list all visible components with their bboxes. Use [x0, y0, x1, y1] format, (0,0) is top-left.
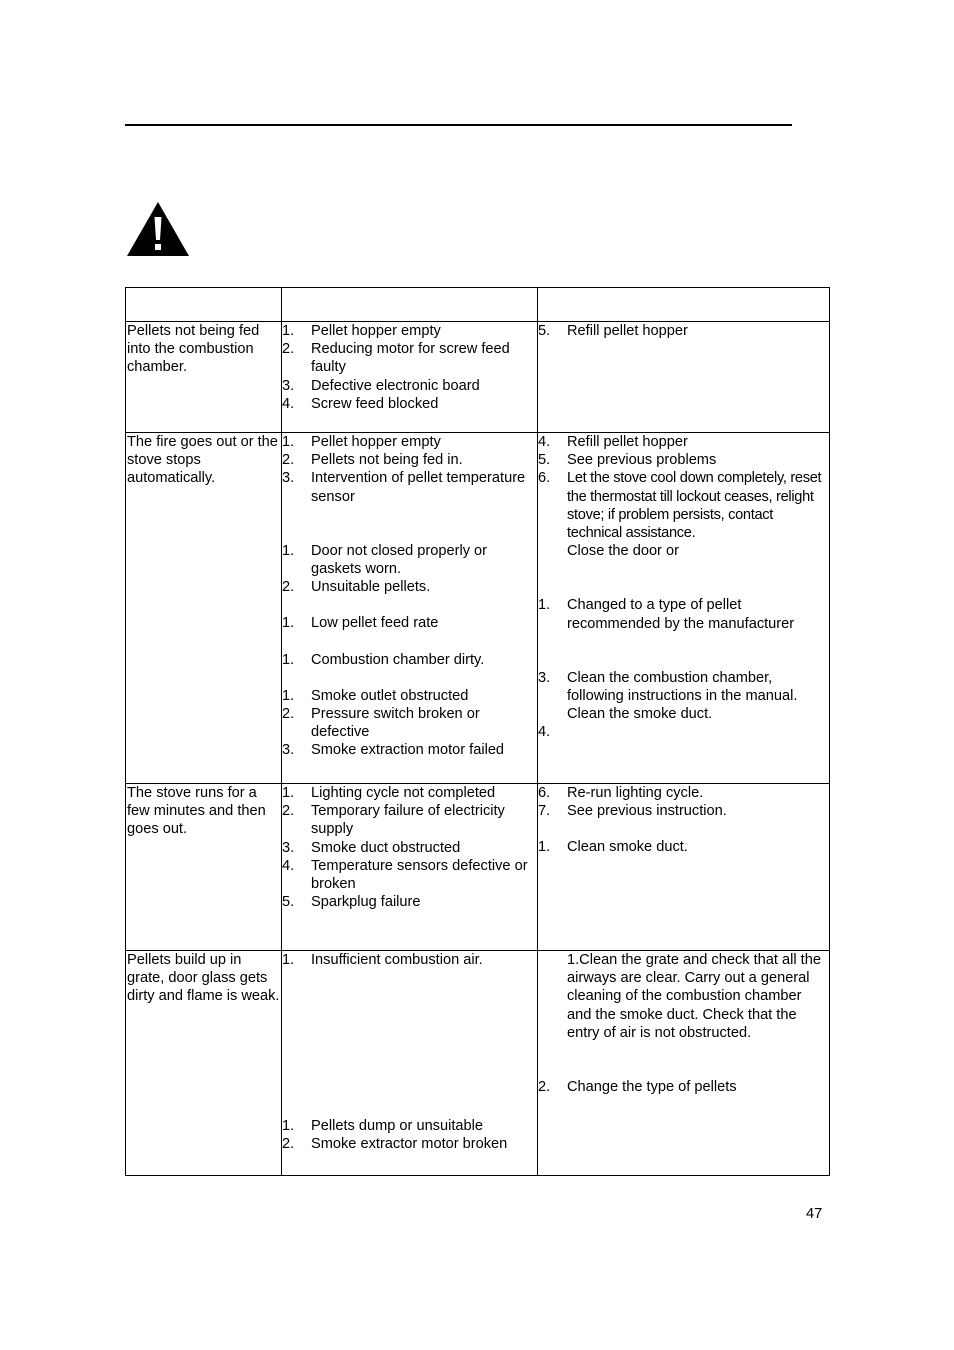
table-header-row: [126, 288, 830, 322]
remedy-cell: [538, 433, 830, 784]
warning-triangle-icon: [125, 200, 191, 258]
problem-cell: [126, 784, 282, 951]
problem-cell: [126, 433, 282, 784]
list-item: 6. Let the stove cool down completely, reset the thermostat till lockout ceases, relight stove; if problem persists, contact technical assistance.: [538, 470, 822, 542]
remedy-cell: [538, 784, 830, 951]
list-item: 4. Screw feed blocked: [282, 395, 439, 412]
troubleshooting-table: [125, 287, 830, 1176]
remedy-text: Clean the smoke duct.: [567, 706, 713, 723]
cause-cell: [282, 322, 538, 433]
remedy-text: Close the door or: [567, 543, 679, 560]
list-item: 5. Refill pellet hopper: [538, 323, 688, 339]
list-item: 1. Pellet hopper empty: [282, 434, 441, 450]
list-item: 1. Changed to a type of pellet recommended by the manufacturer: [538, 597, 795, 632]
header-cell-remedy: [538, 288, 830, 322]
list-item: 3. Defective electronic board: [282, 377, 480, 394]
table-row: [126, 784, 830, 951]
cause-cell: [282, 433, 538, 784]
problem-text: The stove runs for a few minutes and then goes out.: [127, 785, 266, 838]
list-item: 3. Smoke duct obstructed: [282, 839, 461, 856]
list-item: 2. Smoke extractor motor broken: [282, 1136, 508, 1153]
cause-cell: [282, 951, 538, 1176]
header-cell-cause: [282, 288, 538, 322]
list-item: 1. Pellet hopper empty: [282, 323, 441, 339]
list-item: 1. Combustion chamber dirty.: [282, 651, 485, 668]
list-item: 6. Re-run lighting cycle.: [538, 785, 704, 801]
remedy-cell: [538, 951, 830, 1176]
list-item: 3. Intervention of pellet temperature sensor: [282, 470, 526, 505]
problem-text: The fire goes out or the stove stops automatically.: [127, 434, 278, 487]
list-item: 2. Change the type of pellets: [538, 1079, 737, 1096]
list-item: 3. Clean the combustion chamber, following instructions in the manual.: [538, 669, 798, 705]
problem-text: Pellets build up in grate, door glass gets dirty and flame is weak.: [127, 952, 280, 1005]
list-item: 3. Smoke extraction motor failed: [282, 742, 505, 759]
list-item: 2. Unsuitable pellets.: [282, 579, 431, 596]
list-item: 1. Pellets dump or unsuitable: [282, 1118, 483, 1135]
list-item: 2. Pressure switch broken or defective: [282, 706, 480, 741]
list-item: 1. Insufficient combustion air.: [282, 952, 483, 968]
problem-text: Pellets not being fed into the combustion chamber.: [127, 323, 260, 376]
table-row: [126, 322, 830, 433]
list-item: 1. Smoke outlet obstructed: [282, 687, 469, 704]
list-item: 2. Temporary failure of electricity supply: [282, 803, 505, 838]
list-item: 4. Temperature sensors defective or broken: [282, 857, 528, 893]
list-item: 5. Sparkplug failure: [282, 894, 421, 911]
list-item: 5. See previous problems: [538, 452, 717, 469]
header-rule: [125, 124, 792, 126]
problem-cell: [126, 951, 282, 1176]
list-item: 1. Door not closed properly or gaskets worn.: [282, 542, 488, 578]
remedy-number: 4.: [538, 724, 551, 741]
table-row: [126, 433, 830, 784]
list-item: 4. Refill pellet hopper: [538, 434, 688, 450]
list-item: 1. Lighting cycle not completed: [282, 785, 496, 801]
list-item: 1. Clean smoke duct.: [538, 839, 688, 856]
list-item: 2. Pellets not being fed in.: [282, 452, 463, 469]
page-number: 47: [806, 1206, 823, 1222]
list-item: 2. Reducing motor for screw feed faulty: [282, 341, 510, 376]
problem-cell: [126, 322, 282, 433]
cause-cell: [282, 784, 538, 951]
list-item: 7. See previous instruction.: [538, 803, 727, 820]
table-row: [126, 951, 830, 1176]
remedy-cell: [538, 322, 830, 433]
list-item: 1. Low pellet feed rate: [282, 615, 439, 632]
remedy-text: 1.Clean the grate and check that all the airways are clear. Carry out a general cleaning of the combustion chamber and the smoke duct. Check that the entry of air is not obstructed.: [567, 952, 821, 1041]
header-cell-problem: [126, 288, 282, 322]
